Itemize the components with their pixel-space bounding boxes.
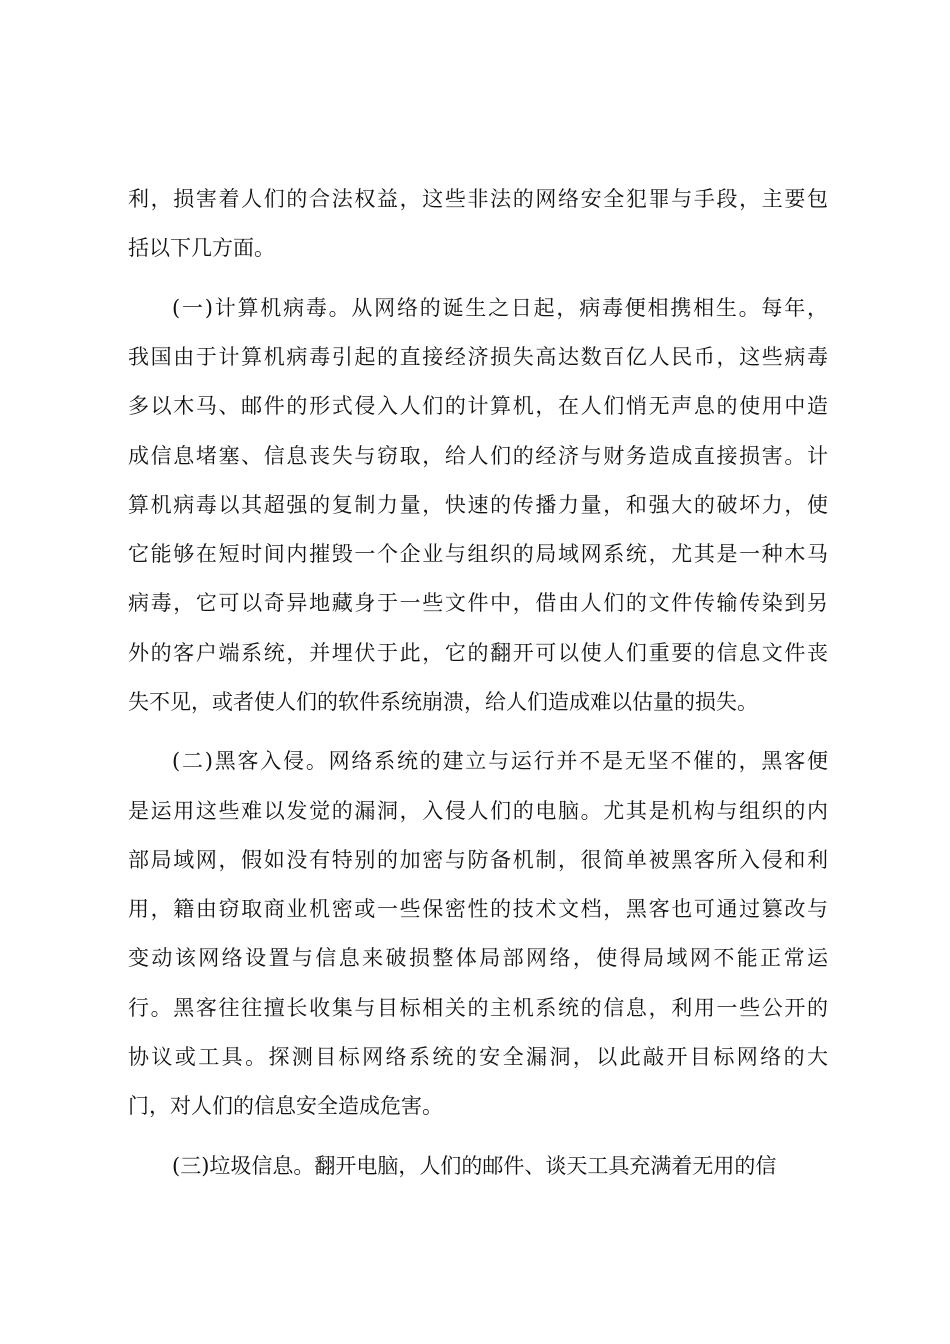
text-line: 变动该网络设置与信息来破损整体局部网络，使得局域网不能正常运: [128, 946, 828, 970]
text-line: 外的客户端系统，并埋伏于此，它的翻开可以使人们重要的信息文件丧: [128, 641, 828, 665]
text-line: (二)黑客入侵。网络系统的建立与运行并不是无坚不催的，黑客便: [172, 749, 828, 773]
text-line: 行。黑客往往擅长收集与目标相关的主机系统的信息，利用一些公开的: [128, 996, 828, 1020]
text-line: (三)垃圾信息。翻开电脑，人们的邮件、谈天工具充满着无用的信: [172, 1154, 777, 1178]
text-line: 失不见，或者使人们的软件系统崩溃，给人们造成难以估量的损失。: [128, 690, 758, 714]
text-line: 门，对人们的信息安全造成危害。: [128, 1094, 443, 1118]
text-line: 病毒，它可以奇异地藏身于一些文件中，借由人们的文件传输传染到另: [128, 591, 828, 615]
text-line: 利，损害着人们的合法权益，这些非法的网络安全犯罪与手段，主要包: [128, 187, 828, 211]
text-line: 我国由于计算机病毒引起的直接经济损失高达数百亿人民币，这些病毒: [128, 345, 828, 369]
text-line: 括以下几方面。: [128, 236, 275, 260]
text-line: 是运用这些难以发觉的漏洞，入侵人们的电脑。尤其是机构与组织的内: [128, 799, 828, 823]
text-line: 部局域网，假如没有特别的加密与防备机制，很简单被黑客所入侵和利: [128, 848, 828, 872]
text-line: (一)计算机病毒。从网络的诞生之日起，病毒便相携相生。每年，: [172, 296, 828, 320]
text-line: 多以木马、邮件的形式侵入人们的计算机，在人们悄无声息的使用中造: [128, 394, 828, 418]
text-line: 用，籍由窃取商业机密或一些保密性的技术文档，黑客也可通过篡改与: [128, 897, 828, 921]
text-line: 它能够在短时间内摧毁一个企业与组织的局域网系统，尤其是一种木马: [128, 542, 828, 566]
text-line: 算机病毒以其超强的复制力量，快速的传播力量，和强大的破坏力，使: [128, 493, 828, 517]
text-line: 成信息堵塞、信息丧失与窃取，给人们的经济与财务造成直接损害。计: [128, 444, 828, 468]
text-line: 协议或工具。探测目标网络系统的安全漏洞，以此敲开目标网络的大: [128, 1045, 828, 1069]
